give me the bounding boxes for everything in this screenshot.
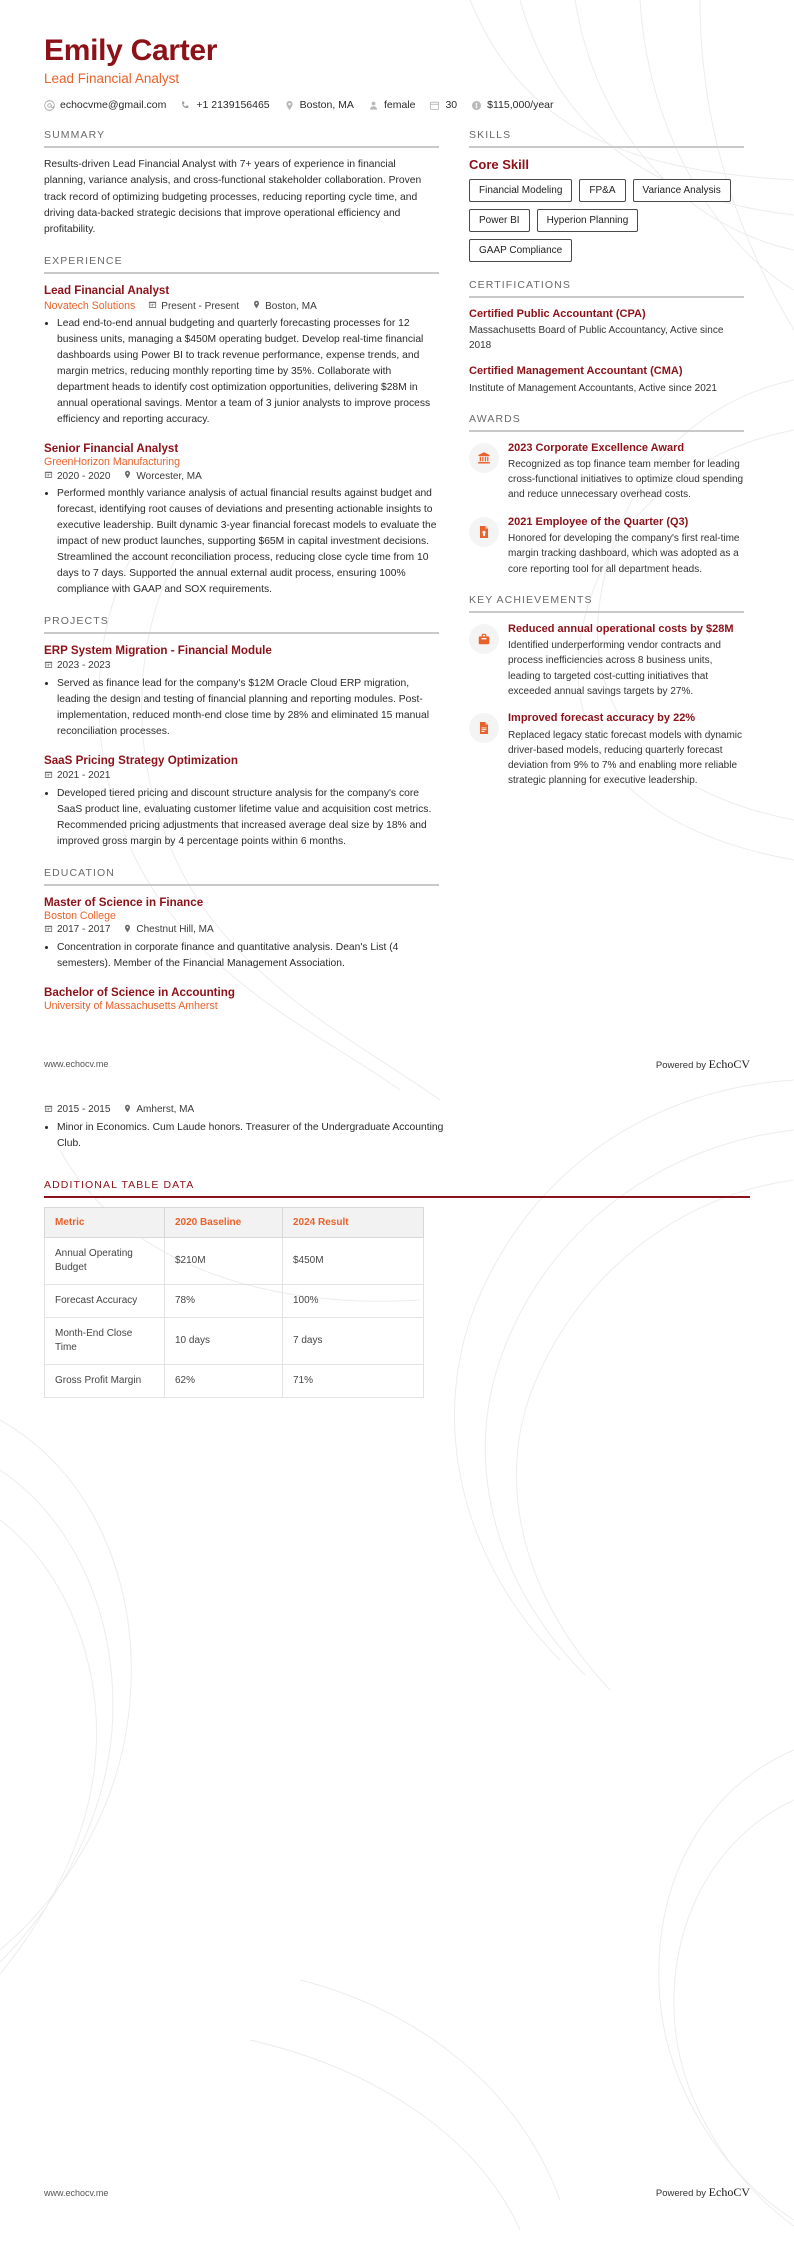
experience-meta [44, 470, 439, 482]
section-experience [44, 255, 439, 597]
experience-location: Boston, MA [265, 300, 317, 312]
experience-heading: EXPERIENCE [44, 255, 123, 268]
award-desc: Honored for developing the company's first real-time margin tracking dashboard, which was adopted as a core reporting tool for all department heads. [508, 533, 740, 575]
experience-role: Senior Financial Analyst [44, 442, 179, 456]
key-achievements-divider [469, 611, 744, 613]
key-achievement-title: Improved forecast accuracy by 22% [508, 712, 696, 725]
contact-age [429, 99, 457, 111]
experience-location-wrap [252, 300, 317, 312]
project-meta [44, 770, 439, 782]
contact-age-value: 30 [445, 99, 458, 111]
footer-url[interactable]: www.echocv.me [44, 1059, 109, 1070]
education-location: Chestnut Hill, MA [136, 924, 214, 936]
section-additional-table [0, 1153, 794, 1398]
table-cell: Forecast Accuracy [45, 1285, 165, 1318]
education-dates-wrap [44, 924, 110, 936]
additional-table-divider [44, 1196, 750, 1198]
footer-url[interactable]: www.echocv.me [44, 2187, 109, 2198]
education-heading: EDUCATION [44, 866, 115, 879]
experience-role: Lead Financial Analyst [44, 284, 170, 298]
calendar-icon [44, 924, 53, 936]
award-title: 2023 Corporate Excellence Award [508, 441, 685, 454]
experience-bullet: • Performed monthly variance analysis of actual financial results against budget and forecast, identifying root causes of deviations and presenting actionable insights to executive leadership. Built dynamic 3-year financial forecast models to evaluate the impact of new product launches, supporting $65M in capital investment decisions. Streamlined the account reconciliation process, reducing close cycle time from 10 days to 7 days. Supported the annual external audit process, ensuring 100% compliance with GAAP and SOX requirements. [57, 486, 439, 598]
calendar-icon [44, 660, 53, 672]
location-icon [123, 470, 132, 482]
project-meta [44, 660, 439, 672]
summary-heading: SUMMARY [44, 129, 106, 141]
additional-data-table [44, 1207, 424, 1398]
award-item [469, 515, 744, 577]
contact-email [44, 99, 166, 111]
page-footer-bottom [0, 2185, 794, 2200]
education-location-wrap [123, 924, 213, 936]
table-cell: 78% [165, 1285, 283, 1318]
footer-brand-name: EchoCV [708, 2185, 750, 2199]
skill-chip[interactable]: Variance Analysis [633, 179, 731, 202]
section-key-achievements [469, 594, 744, 789]
experience-entry [44, 441, 439, 598]
table-cell: 71% [283, 1365, 424, 1398]
footer-brand [656, 2185, 750, 2200]
calendar-icon [44, 470, 53, 482]
person-icon [368, 100, 379, 111]
project-entry [44, 753, 439, 850]
table-cell: Month-End Close Time [45, 1318, 165, 1365]
experience-dates-wrap [44, 470, 110, 482]
experience-bullet: • Lead end-to-end annual budgeting and quarterly forecasting processes for 12 business units, managing a $450M operating budget. Develop real-time financial dashboards using Power BI to track revenue performance, expense trends, and margin metrics, reducing monthly reporting time by 35%. Collaborate with department heads to identify cost optimization opportunities, delivering $28M in annual operational savings. Mentor a team of 3 junior analysts to improve process efficiency and reporting accuracy. [57, 316, 439, 428]
contact-email-value: echocvme@gmail.com [60, 99, 167, 111]
project-bullets [57, 786, 439, 850]
contact-salary [471, 99, 553, 111]
project-bullet: • Served as finance lead for the company's $12M Oracle Cloud ERP migration, leading the design and testing of financial planning and reporting modules. Post-implementation, reduced month-end close time by 28% and eliminated 15 manual reconciliation processes. [57, 676, 439, 740]
table-cell: $210M [165, 1238, 283, 1285]
experience-meta [44, 300, 439, 312]
right-column [469, 129, 744, 805]
project-dates: 2021 - 2021 [57, 770, 111, 782]
summary-text: Results-driven Lead Financial Analyst with 7+ years of experience in financial planning, variance analysis, and cross-functional stakeholder collaboration. Proven track record of optimizing budgeting processes, reducing reporting cycle time, and driving data-backed strategic decisions that improve operational efficiency and profitability. [44, 159, 422, 236]
project-bullets [57, 676, 439, 740]
certificate-icon [469, 517, 499, 547]
education-meta [44, 924, 439, 936]
projects-heading: PROJECTS [44, 614, 109, 627]
money-icon [471, 100, 482, 111]
contact-row [44, 99, 750, 111]
certifications-heading: CERTIFICATIONS [469, 279, 571, 291]
section-skills [469, 129, 744, 262]
project-dates-wrap [44, 660, 110, 672]
table-cell: Annual Operating Budget [45, 1238, 165, 1285]
footer-powered-prefix: Powered by [655, 2188, 707, 2199]
certification-item [469, 364, 744, 395]
education-dates-wrap [44, 1104, 110, 1116]
table-row [45, 1285, 424, 1318]
contact-gender [368, 99, 416, 111]
education-dates: 2015 - 2015 [57, 1104, 111, 1116]
education-continuation [0, 1072, 794, 1152]
experience-dates-wrap [148, 300, 239, 312]
award-item [469, 441, 744, 503]
experience-org: GreenHorizon Manufacturing [44, 456, 181, 469]
resume-header [0, 0, 794, 111]
left-column [44, 129, 439, 1029]
section-education [44, 867, 439, 1012]
contact-phone-value: +1 2139156465 [196, 99, 270, 111]
certification-name: Certified Management Accountant (CMA) [469, 365, 683, 378]
section-certifications [469, 279, 744, 396]
skill-chip[interactable]: FP&A [579, 179, 625, 202]
skill-chip[interactable]: Financial Modeling [469, 179, 572, 202]
key-achievement-title: Reduced annual operational costs by $28M [508, 622, 734, 635]
table-row [45, 1238, 424, 1285]
table-cell: Gross Profit Margin [45, 1365, 165, 1398]
experience-dates: Present - Present [161, 300, 240, 312]
project-bullet: • Developed tiered pricing and discount structure analysis for the company's core SaaS product line, evaluating customer lifetime value and acquisition cost metrics. Recommended pricing adjustments that increased average deal size by 18% and improved gross margin by 4 percentage points within 6 months. [57, 786, 439, 850]
education-entry [44, 985, 439, 1012]
location-icon [123, 1104, 132, 1116]
table-header-cell: 2020 Baseline [165, 1208, 283, 1238]
table-row [45, 1365, 424, 1398]
project-entry [44, 643, 439, 740]
footer-brand [656, 1057, 750, 1072]
skills-heading: SKILLS [469, 129, 512, 141]
education-location-wrap [123, 1104, 194, 1116]
certification-desc: Institute of Management Accountants, Active since 2021 [469, 382, 717, 394]
education-degree: Master of Science in Finance [44, 895, 204, 909]
project-dates: 2023 - 2023 [57, 660, 111, 672]
experience-bullets [57, 316, 439, 428]
table-cell: $450M [283, 1238, 424, 1285]
table-cell: 62% [165, 1365, 283, 1398]
experience-location-wrap [123, 470, 201, 482]
education-dates: 2017 - 2017 [57, 924, 111, 936]
calendar-icon [44, 1104, 53, 1116]
bank-icon [469, 443, 499, 473]
key-achievement-desc: Identified underperforming vendor contracts and process inefficiencies across 8 business units, leading to targeted cost-cutting initiatives that exceeded annual savings targets by 27%. [508, 640, 721, 697]
contact-location-value: Boston, MA [299, 99, 354, 111]
calendar-icon [44, 770, 53, 782]
key-achievements-heading: KEY ACHIEVEMENTS [469, 593, 593, 606]
experience-divider [44, 272, 439, 274]
education-location: Amherst, MA [136, 1104, 195, 1116]
skill-chip[interactable]: GAAP Compliance [469, 239, 572, 262]
education-degree: Bachelor of Science in Accounting [44, 985, 235, 999]
education-bullets [57, 940, 439, 972]
section-awards [469, 413, 744, 577]
key-achievement-desc: Replaced legacy static forecast models with dynamic driver-based models, reducing quarterly forecast deviation from 9% to 7% and enabling more reliable strategic planning for executive leadership. [508, 729, 742, 787]
contact-salary-value: $115,000/year [487, 99, 554, 111]
education-meta [44, 1104, 750, 1116]
table-cell: 7 days [283, 1318, 424, 1365]
key-achievement-item [469, 711, 744, 788]
education-bullet: • Minor in Economics. Cum Laude honors. Treasurer of the Undergraduate Accounting Club. [57, 1120, 452, 1152]
phone-icon [180, 100, 191, 111]
education-entry [44, 895, 439, 972]
experience-dates: 2020 - 2020 [57, 470, 111, 482]
footer-powered-prefix: Powered by [655, 1059, 707, 1071]
page-footer [0, 1057, 794, 1072]
location-icon [252, 300, 261, 312]
calendar-icon [429, 100, 440, 111]
project-dates-wrap [44, 770, 110, 782]
table-header-row [45, 1208, 424, 1238]
award-title: 2021 Employee of the Quarter (Q3) [508, 515, 689, 528]
experience-org: Novatech Solutions [44, 300, 136, 313]
awards-heading: AWARDS [469, 412, 521, 425]
certification-name: Certified Public Accountant (CPA) [469, 308, 646, 320]
key-achievement-item [469, 622, 744, 699]
contact-location [284, 99, 354, 111]
certifications-divider [469, 296, 744, 298]
certification-desc: Massachusetts Board of Public Accountancy, Active since 2018 [469, 325, 724, 352]
education-divider [44, 884, 439, 886]
email-icon [44, 100, 55, 111]
candidate-name: Emily Carter [44, 34, 218, 67]
table-row [45, 1318, 424, 1365]
table-cell: 10 days [165, 1318, 283, 1365]
skills-divider [469, 146, 744, 148]
experience-location: Worcester, MA [136, 470, 202, 482]
table-header-cell: 2024 Result [283, 1208, 424, 1238]
skill-chip[interactable]: Hyperion Planning [537, 209, 639, 232]
certification-item [469, 307, 744, 353]
contact-gender-value: female [383, 99, 416, 111]
skill-chip[interactable]: Power BI [469, 209, 530, 232]
section-projects [44, 615, 439, 850]
location-icon [123, 924, 132, 936]
awards-divider [469, 430, 744, 432]
table-cell: 100% [283, 1285, 424, 1318]
project-name: SaaS Pricing Strategy Optimization [44, 753, 238, 767]
education-school: University of Massachusetts Amherst [44, 999, 218, 1012]
calendar-icon [148, 300, 157, 312]
experience-bullets [57, 486, 439, 598]
education-bullet: • Concentration in corporate finance and quantitative analysis. Dean's List (4 semesters). Member of the Financial Management Association. [57, 940, 439, 972]
additional-table-heading: ADDITIONAL TABLE DATA [44, 1179, 195, 1192]
briefcase-icon [469, 624, 499, 654]
section-summary [44, 129, 439, 238]
experience-entry [44, 283, 439, 428]
projects-divider [44, 632, 439, 634]
candidate-role: Lead Financial Analyst [44, 71, 180, 86]
award-desc: Recognized as top finance team member for leading cross-functional initiatives to optimize cloud spending and reduce unnecessary overhead costs. [508, 459, 744, 501]
education-school: Boston College [44, 909, 116, 922]
table-header-cell: Metric [45, 1208, 165, 1238]
resume-body [0, 111, 794, 1029]
document-icon [469, 713, 499, 743]
summary-divider [44, 146, 439, 148]
skills-group-title: Core Skill [469, 157, 529, 172]
footer-brand-name: EchoCV [708, 1056, 750, 1071]
education-bullets [57, 1120, 452, 1152]
contact-phone [180, 99, 269, 111]
skill-chip-list [469, 179, 744, 262]
project-name: ERP System Migration - Financial Module [44, 643, 272, 657]
location-icon [284, 100, 295, 111]
